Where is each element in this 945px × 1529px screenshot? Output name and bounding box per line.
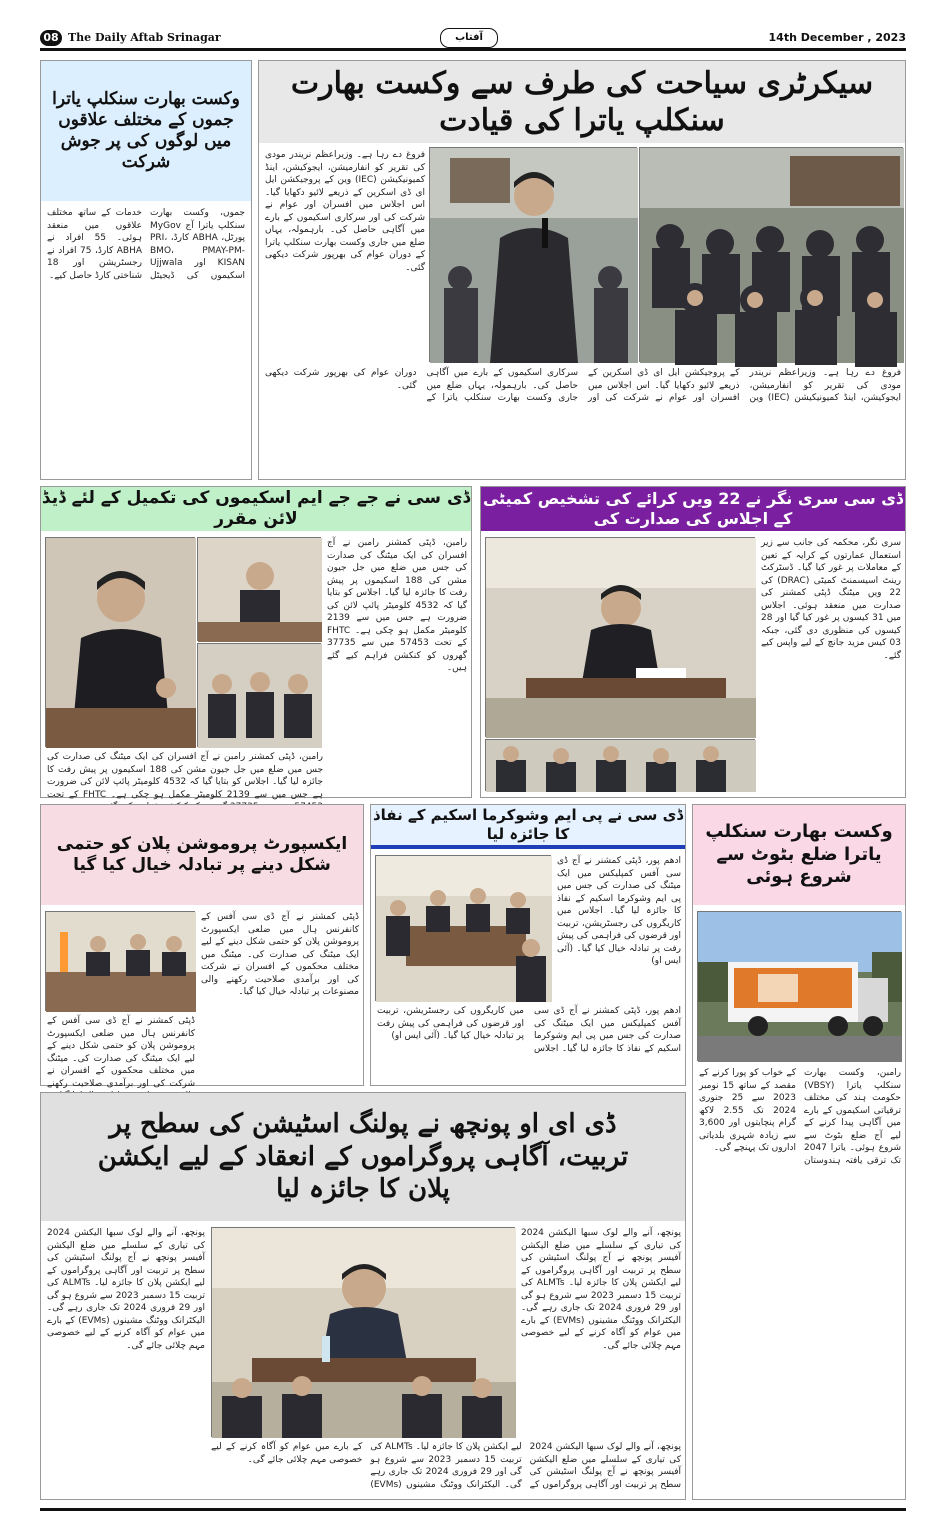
jjm-headline: ڈی سی نے جے جے ایم اسکیموں کی تکمیل کے لئے ڈیڈ لائن مقرر — [41, 487, 471, 529]
lead-headline: سیکرٹری سیاحت کی طرف سے وکست بھارت سنکلپ یاترا کی قیادت — [259, 61, 905, 143]
jjm-body-right: رامبن، ڈپٹی کمشنر رامبن نے آج افسران کی ایک میٹنگ کی صدارت کی جس میں ضلع میں جل جیون مشن کی 188 اسکیموں پر پیش رفت کا جائزہ لیا گیا۔ اجلاس کو بتایا گیا کہ 4532 کلومیٹر پائپ لائن کی ضرورت ہے جس میں سے 2139 کلومیٹر مکمل ہو چکی ہے۔ FHTC کے تحت 57453 میں سے 37735 گھروں کو کنکشن فراہم کیے گئے ہیں۔ — [327, 538, 467, 673]
export-article — [40, 804, 364, 1089]
jjm-photo-dc — [45, 537, 195, 747]
deo-headline: ڈی ای او پونچھ نے پولنگ اسٹیشن کی سطح پر تربیت، آگاہی پروگراموں کے انعقاد کے لیے ایکشن پلان کا جائزہ لیا — [41, 1093, 685, 1221]
export-body-bottom: ڈپٹی کمشنر نے آج ڈی سی آفس کے کانفرنس ہال میں ضلعی ایکسپورٹ پروموشن پلان کو حتمی شکل دینے کے لیے ایک میٹنگ کی صدارت کی۔ میٹنگ میں مختلف محکموں کے افسران نے شرکت کی اور برآمدی صلاحیت رکھنے — [47, 1016, 195, 1089]
deo-body-bottom: پونچھ، آنے والے لوک سبھا الیکشن 2024 کی تیاری کے سلسلے میں ضلع الیکشن آفیسر پونچھ نے آج پولنگ اسٹیشن کی سطح پر تربیت اور آگاہی پروگراموں کے لیے ایکشن پلان کا جائزہ لیا۔ ALMTs کی تربیت 15 دسمبر 2023 سے شروع ہو گی اور 29 فروری 2024 تک جاری رہے گی۔ الیکٹرانک ووٹنگ مشینوں (EVMs) کے بارے میں عوام کو آگاہ کرنے کے لیے خصوصی مہم چلائی جائے گی۔ — [211, 1442, 681, 1490]
vishwakarma-body-right: ادھم پور، ڈپٹی کمشنر نے آج ڈی سی آفس کمپلیکس میں ایک میٹنگ کی صدارت کی جس میں پی ایم وشوکرما اسکیم کے نفاذ کا جائزہ لیا گیا۔ اجلاس میں کاریگروں کی رجسٹریشن، تربیت اور قرضوں کی فراہمی کی پیش رفت پر تبادلہ خیال کیا گیا۔ (آئی ایس او) — [557, 856, 681, 966]
vbsy-ramban-body: رامبن، وکست بھارت سنکلپ یاترا (VBSY) حکومت ہند کی مختلف ترقیاتی اسکیموں کے بارے میں آگاہی پیدا کرنے کے لیے آج ضلع بٹوٹ سے شروع ہوئی۔ یاترا 2047 تک ترقی یافتہ ہندوستان کے خواب کو پورا کرنے کے مقصد کے ساتھ 15 نومبر 2023 سے 25 جنوری 2024 تک 2.55 لاکھ گرام پنچایتوں اور 3,600 سے زیادہ شہری بلدیاتی اداروں تک پہنچے گی۔ — [699, 1068, 901, 1166]
jjm-photo-officers-top — [197, 537, 321, 641]
bottom-rule — [40, 1508, 906, 1511]
jjm-article — [40, 486, 472, 798]
drac-headline: ڈی سی سری نگر نے 22 ویں کرائے کی تشخیص کمیٹی کے اجلاس کی صدارت کی — [481, 487, 905, 531]
paper-logo: آفتاب — [440, 28, 498, 48]
issue-date: 14th December , 2023 — [768, 31, 906, 44]
left-top-headline: وکست بھارت سنکلپ یاترا جموں کے مختلف علاقوں میں لوگوں کی پر جوش شرکت — [41, 61, 251, 201]
vishwakarma-article — [370, 804, 686, 1086]
export-headline: ایکسپورٹ پروموشن پلان کو حتمی شکل دینے پر تبادلہ خیال کیا گیا — [41, 805, 363, 905]
vishwakarma-body-bottom: ادھم پور، ڈپٹی کمشنر نے آج ڈی سی آفس کمپلیکس میں ایک میٹنگ کی صدارت کی جس میں پی ایم وشوکرما اسکیم کے نفاذ کا جائزہ لیا گیا۔ اجلاس میں کاریگروں کی رجسٹریشن، تربیت اور قرضوں کی فراہمی کی پیش رفت پر تبادلہ خیال کیا گیا۔ (آئی ایس او) — [377, 1006, 681, 1054]
export-body-right: ڈپٹی کمشنر نے آج ڈی سی آفس کے کانفرنس ہال میں ضلعی ایکسپورٹ پروموشن پلان کو حتمی شکل دینے کے لیے ایک میٹنگ کی صدارت کی۔ میٹنگ میں مختلف محکموں کے افسران نے شرکت کی اور برآمدی صلاحیت رکھنے والی مصنوعات پر تبادلہ خیال کیا گیا۔ — [201, 912, 359, 997]
drac-article — [480, 486, 906, 798]
export-photo-meeting — [45, 911, 195, 1011]
vbsy-ramban-headline: وکست بھارت سنکلپ یاترا ضلع بٹوٹ سے شروع ہوئی — [693, 805, 905, 905]
jjm-photo-officers-bottom — [197, 643, 321, 747]
masthead — [40, 30, 906, 51]
lead-photo-crowd — [639, 147, 903, 362]
left-top-body: جموں، وکست بھارت سنکلپ یاترا آج MyGov پورٹل، ABHA کارڈ، PRI، BMO، PMAY-PM-KISAN اور Ujjwala اسکیموں کی ڈیجیٹل خدمات کے ساتھ مختلف علاقوں میں منعقد ہوئی۔ 55 افراد نے ABHA کارڈ، 75 افراد نے رجسٹریشن اور 18 شناختی کارڈ حاصل کیے۔ — [47, 208, 245, 281]
left-top-article — [40, 60, 252, 480]
deo-body-left: پونچھ، آنے والے لوک سبھا الیکشن 2024 کی تیاری کے سلسلے میں ضلع الیکشن آفیسر پونچھ نے آج پولنگ اسٹیشن کی سطح پر تربیت اور آگاہی پروگراموں کے لیے ایکشن پلان کا جائزہ لیا۔ ALMTs کی تربیت 15 دسمبر 2023 سے شروع ہو گی اور 29 فروری 2024 تک جاری رہے گی۔ الیکٹرانک ووٹنگ مشینوں (EVMs) کے بارے میں عوام کو آگاہ کرنے کے لیے خصوصی مہم چلائی جائے گی۔ — [47, 1228, 206, 1351]
page-number: 08 — [40, 30, 62, 46]
jjm-body-bottom: رامبن، ڈپٹی کمشنر رامبن نے آج افسران کی ایک میٹنگ کی صدارت کی جس میں ضلع میں جل جیون مشن کی 188 اسکیموں پر پیش رفت کا جائزہ لیا گیا۔ اجلاس کو بتایا گیا کہ 4532 کلومیٹر پائپ لائن کی ضرورت ہے جس میں سے 2139 کلومیٹر مکمل ہو چکی ہے۔ FHTC کے تحت — [47, 752, 324, 800]
drac-photo-meeting — [485, 537, 755, 737]
paper-name: The Daily Aftab Srinagar — [68, 31, 221, 44]
lead-photo-speaker — [429, 147, 637, 362]
lead-article — [258, 60, 906, 480]
lead-body-bottom: فروغ دے رہا ہے۔ وزیراعظم نریندر مودی کی تقریر کو انفارمیشن، ایجوکیشن، اینڈ کمیونیکیشن (IEC) وین کے پروجیکشن ایل ای ڈی اسکرین کے ذریعے لائیو دکھایا گیا۔ اس اجلاس میں افسران اور عوام نے شرکت کی اور سرکاری اسکیموں کے بارے میں آگاہی حاصل کی۔ بارہمولہ، یہاں ضلع میں جاری وکست بھارت سنکلپ یاترا کے دوران عوام کی بھرپور شرکت دیکھی گئی۔ — [265, 368, 901, 403]
vbsy-ramban-article — [692, 804, 906, 1500]
vishwakarma-photo-meeting — [375, 855, 551, 1001]
deo-body-right: پونچھ، آنے والے لوک سبھا الیکشن 2024 کی تیاری کے سلسلے میں ضلع الیکشن آفیسر پونچھ نے آج پولنگ اسٹیشن کی سطح پر تربیت اور آگاہی پروگراموں کے لیے ایکشن پلان کا جائزہ لیا۔ ALMTs کی تربیت 15 دسمبر 2023 سے شروع ہو گی اور 29 فروری 2024 تک جاری رہے گی۔ الیکٹرانک ووٹنگ مشینوں (EVMs) کے بارے میں عوام کو آگاہ کرنے کے لیے خصوصی مہم چلائی جائے گی۔ — [521, 1228, 681, 1351]
deo-article — [40, 1092, 686, 1500]
drac-body: سری نگر، محکمہ کی جانب سے زیر استعمال عمارتوں کے کرایہ کے تعین کے معاملات پر غور کیا گیا۔ ڈسٹرکٹ رینٹ اسیسمنٹ کمیٹی (DRAC) کی 22 ویں میٹنگ ڈپٹی کمشنر کی صدارت میں منعقد ہوئی۔ اجلاس میں 31 کیسوں پر غور کیا گیا اور 28 کیسوں کی منظوری دی گئی، جبکہ 03 کیس مزید جانچ کے لیے واپس کیے گئے۔ — [761, 538, 902, 661]
deo-photo-meeting — [211, 1227, 515, 1437]
lead-body-top: فروغ دے رہا ہے۔ وزیراعظم نریندر مودی کی تقریر کو انفارمیشن، ایجوکیشن، اینڈ کمیونیکیشن (IEC) وین کے پروجیکشن ایل ای ڈی اسکرین کے ذریعے لائیو دکھایا گیا۔ اس اجلاس میں افسران اور عوام نے شرکت کی اور سرکاری اسکیموں کے بارے میں آگاہی حاصل کی۔ بارہمولہ، یہاں ضلع میں جاری وکست بھارت سنکلپ یاترا کے دوران عوام کی بھرپور شرکت دیکھی گئی۔ — [265, 150, 425, 273]
vbsy-photo-van — [697, 911, 901, 1061]
vishwakarma-headline: ڈی سی نے پی ایم وشوکرما اسکیم کے نفاذ کا جائزہ لیا — [371, 805, 685, 849]
drac-photo-officials — [485, 739, 755, 791]
